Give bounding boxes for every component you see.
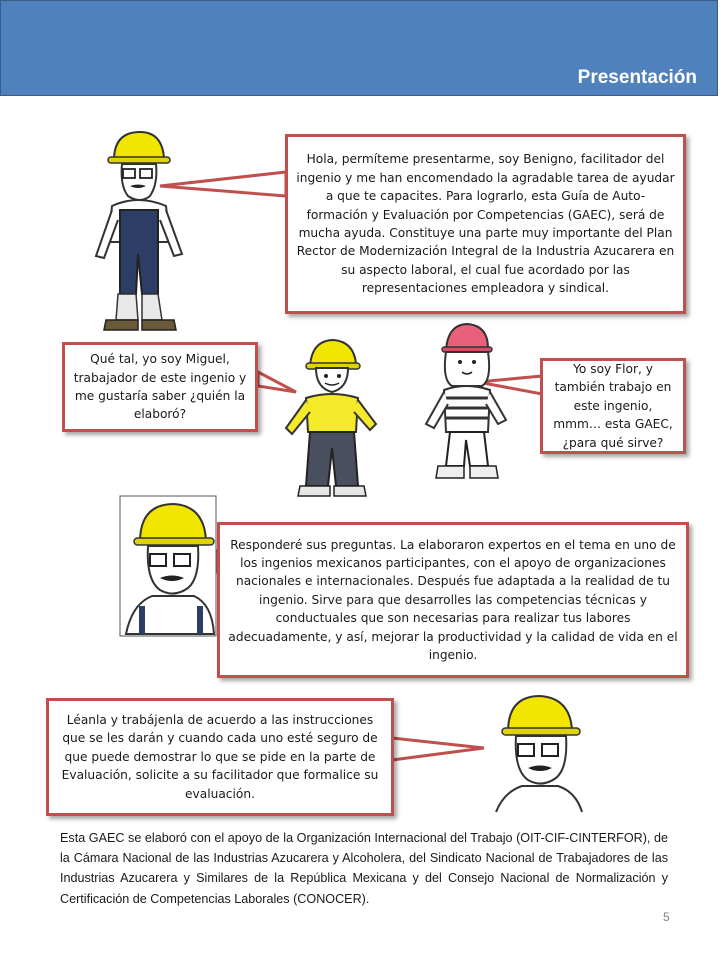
- bubble-flor-question: [540, 358, 686, 454]
- credits-paragraph: Esta GAEC se elaboró con el apoyo de la Organización Internacional del Trabajo (OIT-CIF-CINTERFOR), de la Cámara Nacional de las Industrias Azucarera y Alcoholera, del Sindicato Nacional de Trabajadores de las Industrias Azucarera y Similares de la República Mexicana y del Consejo Nacional de Normalización y Certificación de Competencias Laborales (CONOCER).: [60, 831, 668, 906]
- bubble-benigno-answer: [217, 522, 689, 678]
- bubble-benigno-instructions: [46, 698, 394, 816]
- page-number: 5: [663, 910, 670, 924]
- helmet-icon: [446, 324, 488, 350]
- header-bar: [0, 0, 718, 96]
- flor-figure: [416, 320, 516, 488]
- bubble-text: Yo soy Flor, y también trabajo en este ingenio, mmm… esta GAEC, ¿para qué sirve?: [553, 361, 673, 450]
- miguel-figure: [272, 336, 392, 504]
- bubble-miguel-question: [62, 342, 258, 432]
- bubble-text: Responderé sus preguntas. La elaboraron expertos en el tema en uno de los ingenios mexicanos participantes, con el apoyo de organizaciones nacionales e internacionales. Después fue adaptada a la realidad de tu ingenio. Sirve para que desarrolles las competencias técnicas y conductuales que son necesarias para realizar tus labores adecuadamente, y así, mejorar la productividad y la calidad de vida en el ingenio.: [228, 537, 678, 663]
- bubble-text: Léanla y trabájenla de acuerdo a las instrucciones que se les darán y cuando cada uno esté seguro de que puede demostrar lo que se pide en la parte de Evaluación, solicite a su facilitador que formalice su evaluación.: [61, 712, 379, 801]
- bubble-benigno-intro: [285, 134, 686, 314]
- benigno-portrait-figure: [118, 494, 218, 638]
- bubble-text: Hola, permíteme presentarme, soy Benigno, facilitador del ingenio y me han encomendado la agradable tarea de ayudar a que te capacites. Para lograrlo, esta Guía de Auto-formación y Evaluación por Competencias (GAEC), será de mucha ayuda. Constituye una parte muy importante del Plan Rector de Modernización Integral de la Industria Azucarera en su aspecto laboral, el cual fue acordado por las representaciones empleadora y sindical.: [296, 152, 675, 296]
- tail-benigno-instructions: [392, 738, 484, 760]
- helmet-icon: [508, 696, 572, 732]
- helmet-icon: [310, 340, 356, 366]
- bubble-text: Qué tal, yo soy Miguel, trabajador de este ingenio y me gustaría saber ¿quién la elaboró?: [73, 352, 247, 422]
- benigno-figure: [78, 124, 198, 336]
- page-title: Presentación: [577, 67, 697, 88]
- helmet-icon: [114, 132, 164, 160]
- benigno-portrait-small-figure: [486, 688, 586, 814]
